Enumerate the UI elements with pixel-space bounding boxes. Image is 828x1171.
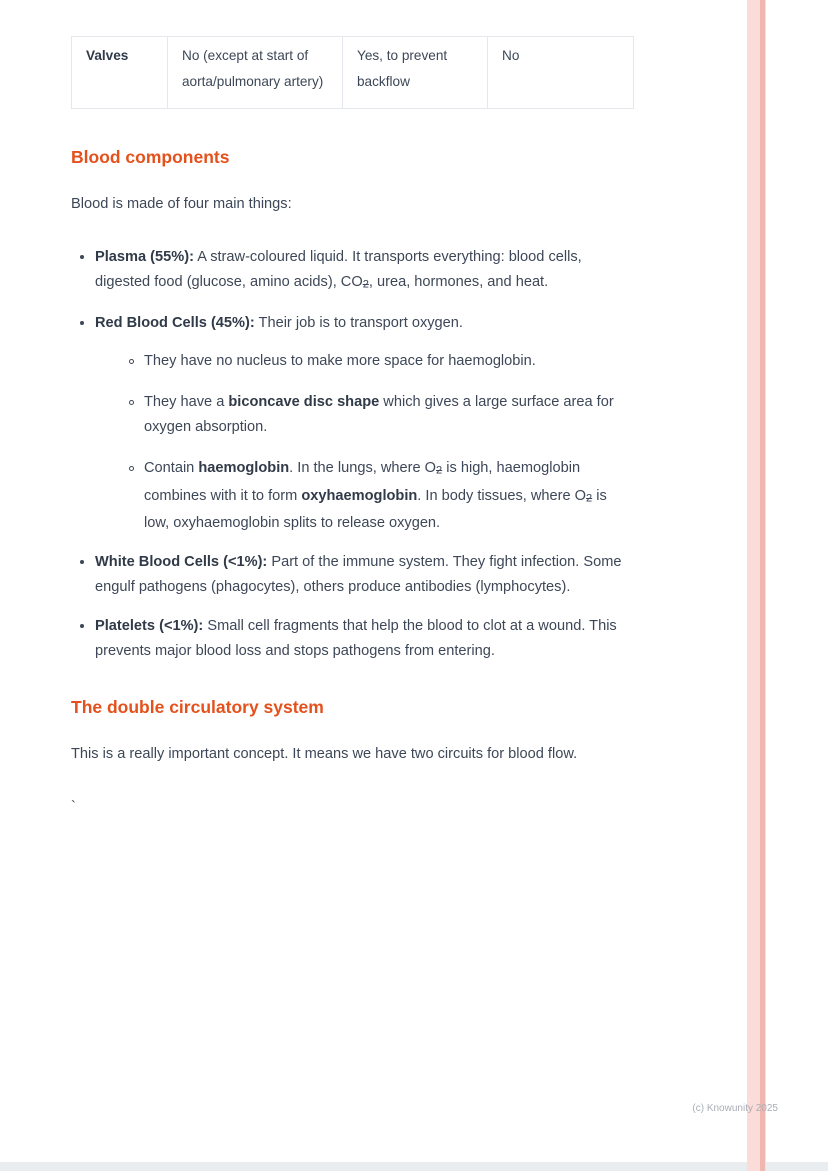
stray-backtick: ` <box>71 798 76 815</box>
bullet-circle-icon <box>129 400 134 405</box>
bullet-dot-icon <box>80 624 84 628</box>
right-margin-stripe-line <box>760 0 765 1171</box>
table-cell-valves: Valves <box>86 48 129 63</box>
list-item-text: Platelets (<1%): Small cell fragments that help the blood to clot at a wound. This prevents major blood loss and stops pathogens from entering. <box>95 617 617 659</box>
table-cell-capillaries-valves: No <box>487 37 635 108</box>
blood-components-list <box>71 245 634 664</box>
footer-copyright: (c) Knowunity 2025 <box>692 1103 778 1114</box>
page-separator <box>0 1162 828 1171</box>
list-item-text: They have a biconcave disc shape which gives a large surface area for oxygen absorption. <box>144 394 614 436</box>
list-item-text: Red Blood Cells (45%): Their job is to transport oxygen. <box>95 315 463 332</box>
list-item-no-nucleus <box>120 349 634 374</box>
list-item-text: Contain haemoglobin. In the lungs, where O2 is high, haemoglobin combines with it to form oxyhaemoglobin. In body tissues, where O2 is low, oxyhaemoglobin splits to release oxygen. <box>144 460 607 531</box>
bullet-circle-icon <box>129 359 134 364</box>
list-item-haemoglobin <box>120 456 634 536</box>
bullet-circle-icon <box>129 466 134 471</box>
intro-double-circulatory: This is a really important concept. It means we have two circuits for blood flow. <box>71 745 578 762</box>
heading-blood-components: Blood components <box>71 147 230 167</box>
bullet-dot-icon <box>80 560 84 564</box>
intro-blood-components: Blood is made of four main things: <box>71 196 292 212</box>
table-cell-arteries-valves: No (except at start of aorta/pulmonary artery) <box>167 37 342 108</box>
comparison-table <box>71 36 634 109</box>
list-item-plasma <box>71 245 634 297</box>
right-margin-stripe <box>747 0 766 1171</box>
list-item-text: Plasma (55%): A straw-coloured liquid. It transports everything: blood cells, digested food (glucose, amino acids), CO2, urea, hormones, and heat. <box>95 249 582 291</box>
list-item-platelets <box>71 614 634 664</box>
list-item-white-blood-cells <box>71 550 634 600</box>
list-item-biconcave-shape <box>120 390 634 440</box>
list-item-text: White Blood Cells (<1%): Part of the immune system. They fight infection. Some engulf pathogens (phagocytes), others produce antibodies (lymphocytes). <box>95 553 622 595</box>
bullet-dot-icon <box>80 321 84 325</box>
heading-double-circulatory-system: The double circulatory system <box>71 696 324 717</box>
red-blood-cells-sublist <box>95 349 634 536</box>
document-content <box>71 36 634 820</box>
table-cell-veins-valves: Yes, to prevent backflow <box>342 37 487 108</box>
list-item-red-blood-cells <box>71 311 634 536</box>
list-item-text: They have no nucleus to make more space for haemoglobin. <box>144 353 536 370</box>
bullet-dot-icon <box>80 255 84 259</box>
